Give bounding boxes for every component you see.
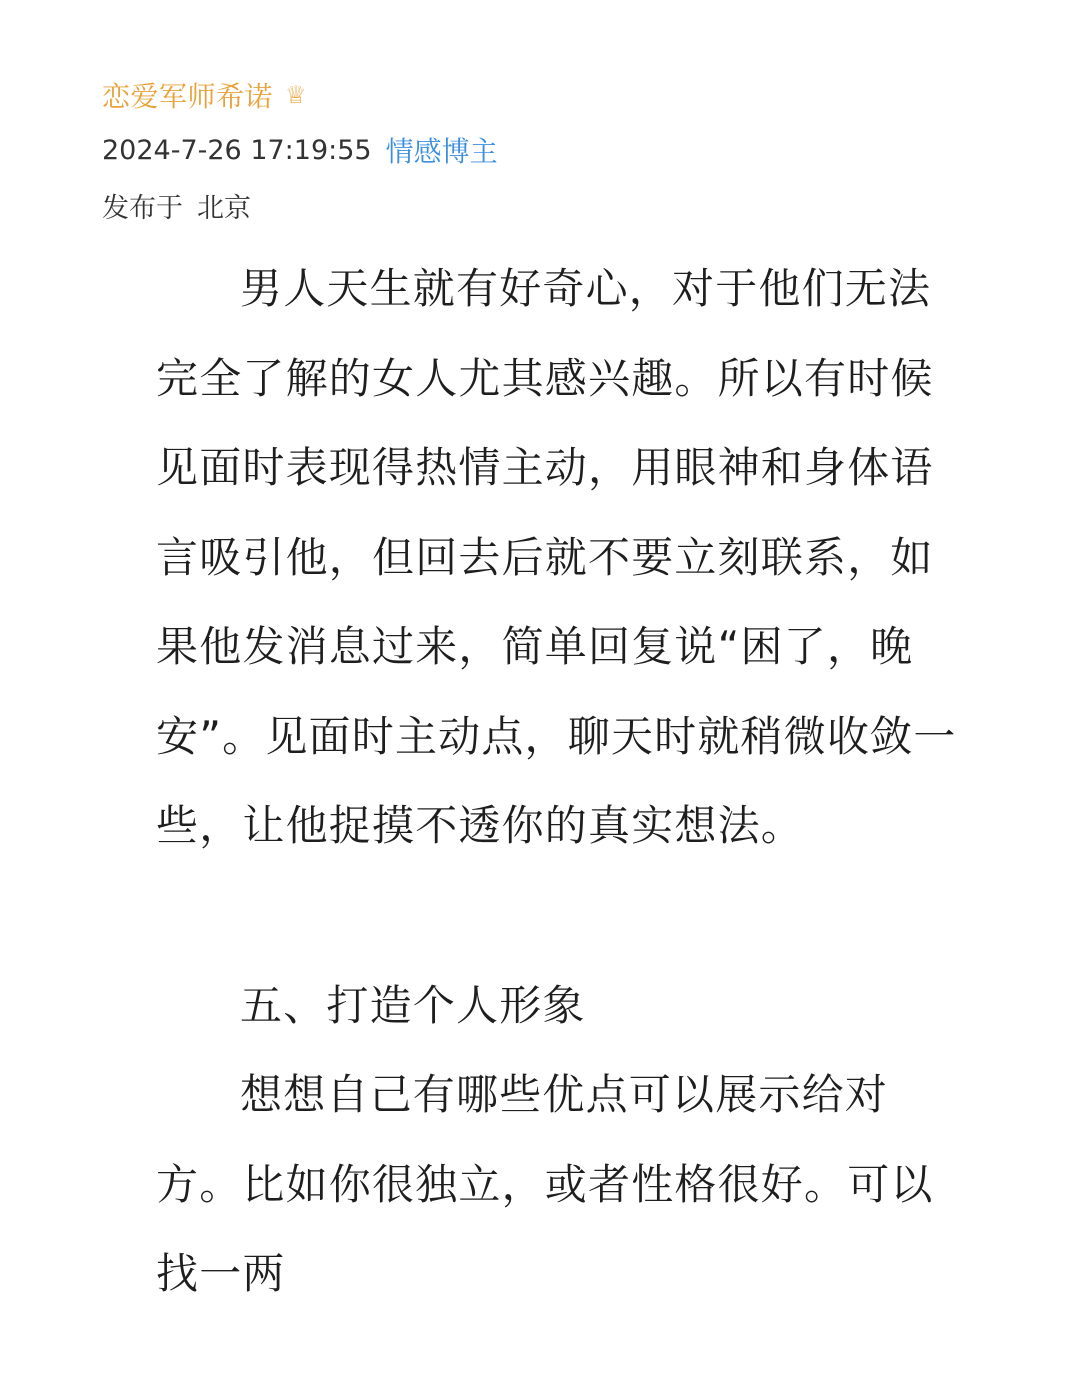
post-timestamp: 2024-7-26 17:19:55 [102, 134, 372, 166]
article-paragraph: 男人天生就有好奇心，对于他们无法完全了解的女人尤其感兴趣。所以有时候见面时表现得热情主动，用眼神和身体语言吸引他，但回去后就不要立刻联系，如果他发消息过来，简单回复说“困了，晚安”。见面时主动点，聊天时就稍微收敛一些，让他捉摸不透你的真实想法。 [156, 264, 957, 850]
crown-icon: ♕ [285, 81, 307, 109]
author-row [102, 72, 498, 118]
post-header [102, 72, 498, 228]
meta-row [102, 127, 498, 173]
article-body [156, 244, 964, 1319]
section-heading: 五、打造个人形象 [240, 980, 586, 1030]
article-paragraph: 想想自己有哪些优点可以展示给对方。比如你很独立，或者性格很好。可以找一两 [156, 1070, 934, 1298]
author-name[interactable]: 恋爱军师希诺 [102, 80, 274, 113]
location-row [102, 182, 498, 228]
author-role-link[interactable]: 情感博主 [385, 135, 498, 168]
location-label: 发布于 [102, 192, 183, 224]
location-city: 北京 [197, 192, 251, 224]
